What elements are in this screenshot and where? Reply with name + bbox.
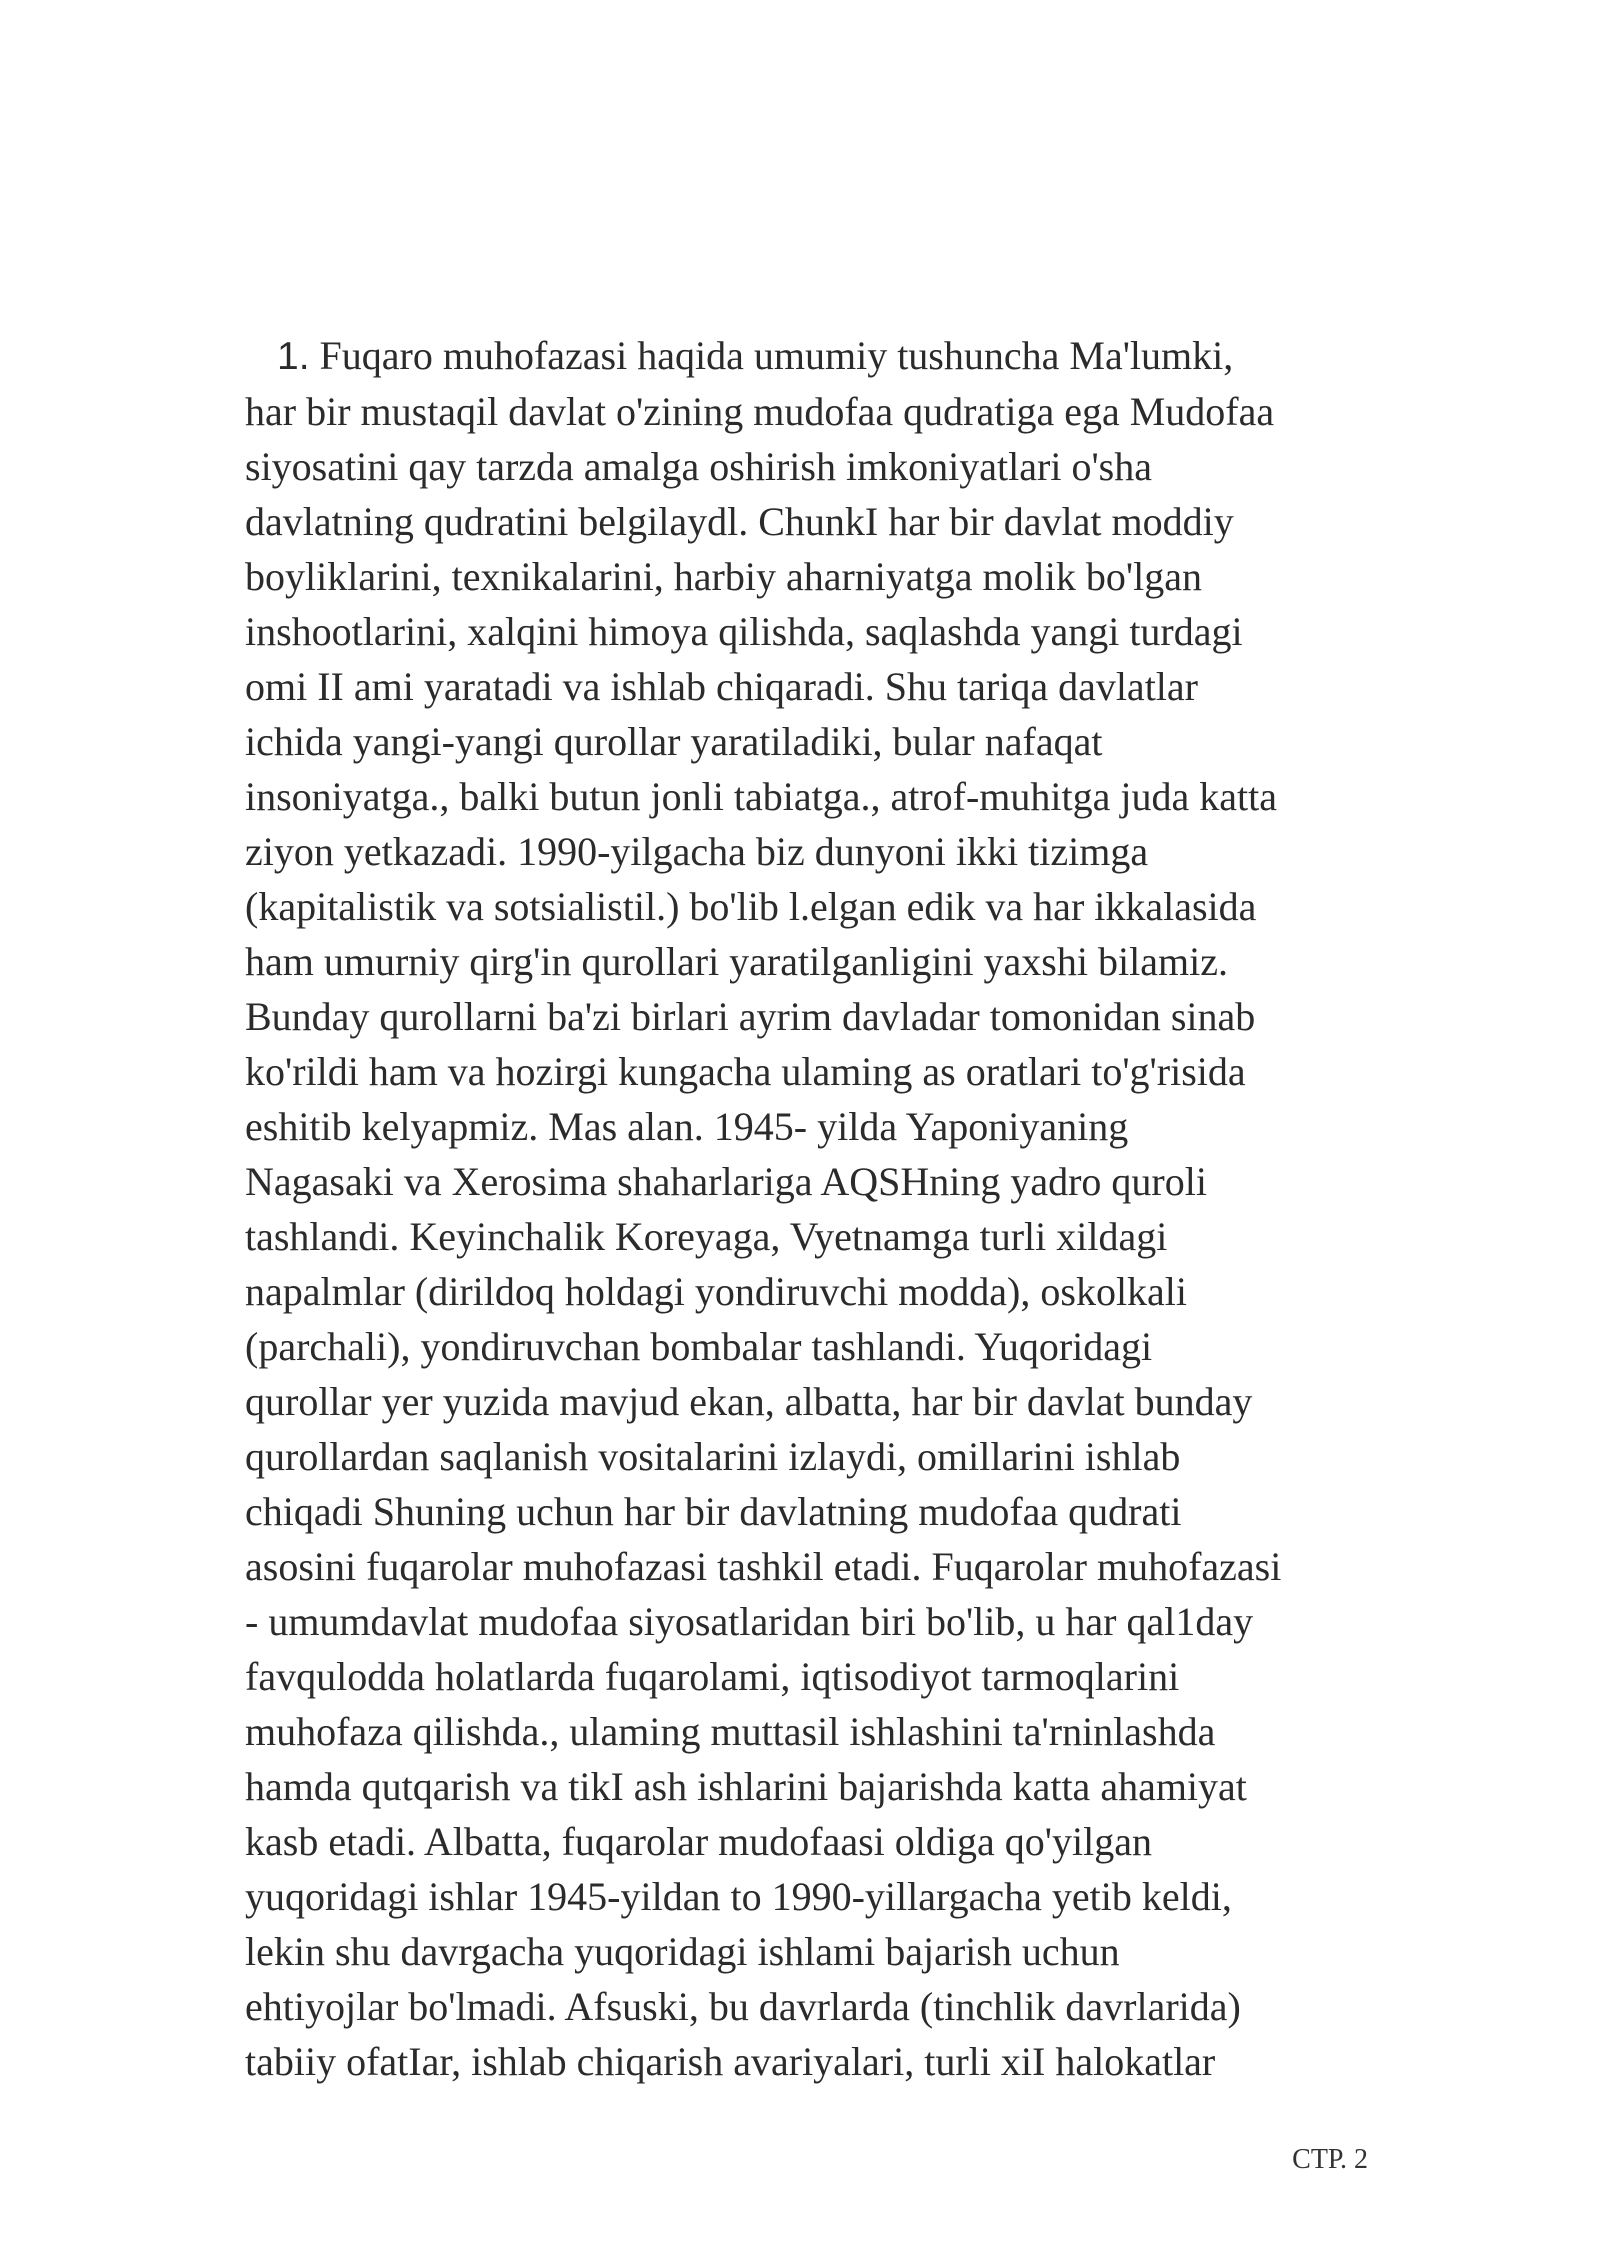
text-line: (kapitalistik va sotsialistil.) bo'lib l.elgan edik va har ikkalasida: [245, 884, 1257, 929]
text-line: boyliklarini, texnikalarini, harbiy aharniyatga molik bo'lgan: [245, 554, 1202, 599]
text-line: [245, 328, 1375, 384]
text-line: eshitib kelyapmiz. Mas alan. 1945- yilda Yaponiyaning: [245, 1104, 1129, 1149]
page-number: СТР. 2: [1292, 2144, 1368, 2175]
text-line: omi II ami yaratadi va ishlab chiqaradi. Shu tariqa davlatlar: [245, 664, 1198, 709]
text-line: - umumdavlat mudofaa siyosatlaridan biri bo'lib, u har qal1day: [245, 1599, 1254, 1644]
text-line: ziyon yetkazadi. 1990-yilgacha biz dunyoni ikki tizimga: [245, 829, 1149, 874]
text-line: kasb etadi. Albatta, fuqarolar mudofaasi oldiga qo'yilgan: [245, 1819, 1152, 1864]
text-line: asosini fuqarolar muhofazasi tashkil etadi. Fuqarolar muhofazasi: [245, 1544, 1282, 1589]
text-line: (parchali), yondiruvchan bombalar tashlandi. Yuqoridagi: [245, 1324, 1153, 1369]
body-text: [245, 328, 1375, 2089]
text-line-content: Fuqaro muhofazasi haqida umumiy tushuncha Ma'lumki,: [309, 333, 1234, 378]
text-line: Bunday qurollarni ba'zi birlari ayrim davladar tomonidan sinab: [245, 994, 1256, 1039]
text-line: muhofaza qilishda., ulaming muttasil ishlashini ta'rninlashda: [245, 1709, 1216, 1754]
text-line: hamda qutqarish va tikI ash ishlarini bajarishda katta ahamiyat: [245, 1764, 1247, 1809]
text-line: insoniyatga., balki butun jonli tabiatga., atrof-muhitga juda katta: [245, 774, 1277, 819]
text-line: yuqoridagi ishlar 1945-yildan to 1990-yillargacha yetib keldi,: [245, 1874, 1232, 1919]
text-line: tabiiy ofatIar, ishlab chiqarish avariyalari, turli xiI halokatlar: [245, 2039, 1216, 2084]
text-line: Nagasaki va Xerosima shaharlariga AQSHning yadro quroli: [245, 1159, 1207, 1204]
text-line: tashlandi. Keyinchalik Koreyaga, Vyetnamga turli xildagi: [245, 1214, 1168, 1259]
text-line: chiqadi Shuning uchun har bir davlatning mudofaa qudrati: [245, 1489, 1182, 1534]
text-line: ham umurniy qirg'in qurollari yaratilganligini yaxshi bilamiz.: [245, 939, 1228, 984]
text-line: lekin shu davrgacha yuqoridagi ishlami bajarish uchun: [245, 1929, 1120, 1974]
text-line: siyosatini qay tarzda amalga oshirish imkoniyatlari o'sha: [245, 444, 1152, 489]
text-line: favqulodda holatlarda fuqarolami, iqtisodiyot tarmoqlarini: [245, 1654, 1180, 1699]
text-line: qurollardan saqlanish vositalarini izlaydi, omillarini ishlab: [245, 1434, 1181, 1479]
section-number: 1.: [277, 335, 310, 378]
text-line: davlatning qudratini belgilaydl. ChunkI har bir davlat moddiy: [245, 499, 1234, 544]
text-line: ehtiyojlar bo'lmadi. Afsuski, bu davrlarda (tinchlik davrlarida): [245, 1984, 1241, 2029]
text-line: ko'rildi ham va hozirgi kungacha ulaming as oratlari to'g'risida: [245, 1049, 1246, 1094]
text-line: napalmlar (dirildoq holdagi yondiruvchi modda), oskolkali: [245, 1269, 1188, 1314]
text-line: har bir mustaqil davlat o'zining mudofaa qudratiga ega Mudofaa: [245, 389, 1275, 434]
text-line: qurollar yer yuzida mavjud ekan, albatta, har bir davlat bunday: [245, 1379, 1253, 1424]
text-line: ichida yangi-yangi qurollar yaratiladiki, bular nafaqat: [245, 719, 1103, 764]
text-line: inshootlarini, xalqini himoya qilishda, saqlashda yangi turdagi: [245, 609, 1243, 654]
